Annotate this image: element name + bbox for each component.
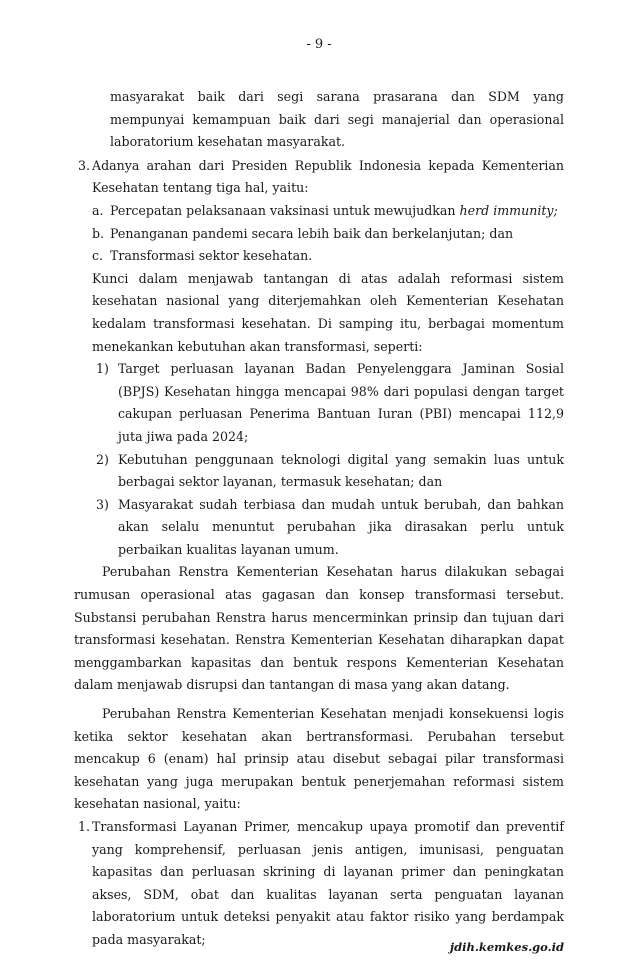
sub-item-c [78, 245, 564, 268]
sub-item-text-plain: Percepatan pelaksanaan vaksinasi untuk mewujudkan [110, 202, 460, 218]
momentum-text: Target perluasan layanan Badan Penyelenggara Jaminan Sosial (BPJS) Kesehatan hingga mencapai 98% dari populasi dengan target cakupan perluasan Penerima Bantuan Iuran (PBI) mencapai 112,9 juta jiwa pada 2024; [118, 361, 564, 444]
momentum-marker: 2) [96, 451, 109, 467]
momentum-marker: 1) [96, 361, 109, 377]
momentum-item-2 [78, 449, 564, 494]
pillar-item-1 [78, 816, 564, 952]
key-paragraph: Kunci dalam menjawab tantangan di atas adalah reformasi sistem kesehatan nasional yang diterjemahkan oleh Kementerian Kesehatan kedalam transformasi kesehatan. Di samping itu, berbagai momentum menekankan kebutuhan akan transformasi, seperti: [92, 270, 564, 354]
sub-item-text-italic: herd immunity; [459, 202, 558, 218]
footer-url: jdih.kemkes.go.id [449, 940, 564, 954]
paragraph-renstra-2: Perubahan Renstra Kementerian Kesehatan menjadi konsekuensi logis ketika sektor kesehatan akan bertransformasi. Perubahan tersebut mencakup 6 (enam) hal prinsip atau disebut sebagai pilar transformasi kesehatan yang juga merupakan bentuk penerjemahan reformasi sistem kesehatan nasional, yaitu: [74, 706, 564, 812]
page-number: - 9 - [306, 37, 332, 52]
sub-item-text: Penanganan pandemi secara lebih baik dan berkelanjutan; dan [110, 225, 514, 241]
momentum-item-3 [78, 494, 564, 562]
momentum-marker: 3) [96, 496, 109, 512]
list-item-3 [78, 155, 564, 200]
pillar-marker: 1. [78, 819, 91, 834]
list-item-text: Adanya arahan dari Presiden Republik Indonesia kepada Kementerian Kesehatan tentang tiga hal, yaitu: [92, 157, 564, 196]
document-body [74, 86, 564, 952]
sub-marker: a. [92, 202, 104, 218]
sub-item-a [78, 200, 564, 223]
sub-item-text [110, 200, 564, 223]
paragraph-renstra-1: Perubahan Renstra Kementerian Kesehatan harus dilakukan sebagai rumusan operasional atas gagasan dan konsep transformasi tersebut. Substansi perubahan Renstra harus mencerminkan prinsip dan tujuan dari transformasi kesehatan. Renstra Kementerian Kesehatan diharapkan dapat menggambarkan kapasitas dan bentuk respons Kementerian Kesehatan dalam menjawab disrupsi dan tantangan di masa yang akan datang. [74, 564, 564, 693]
pillar-text: Transformasi Layanan Primer, mencakup upaya promotif dan preventif yang komprehensif, perluasan jenis antigen, imunisasi, penguatan kapasitas dan perluasan skrining di layanan primer dan peningkatan akses, SDM, obat dan kualitas layanan serta penguatan layanan laboratorium untuk deteksi penyakit atau faktor risiko yang berdampak pada masyarakat; [92, 819, 564, 947]
momentum-item-1 [78, 358, 564, 448]
sub-item-text: Transformasi sektor kesehatan. [110, 248, 313, 264]
sub-marker: c. [92, 248, 104, 264]
list-marker: 3. [78, 157, 91, 173]
intro-continuation-paragraph: masyarakat baik dari segi sarana prasarana dan SDM yang mempunyai kemampuan baik dari segi manajerial dan operasional laboratorium kesehatan masyarakat. [110, 89, 564, 150]
sub-marker: b. [92, 225, 105, 241]
momentum-text: Kebutuhan penggunaan teknologi digital yang semakin luas untuk berbagai sektor layanan, termasuk kesehatan; dan [118, 451, 564, 490]
momentum-text: Masyarakat sudah terbiasa dan mudah untuk berubah, dan bahkan akan selalu menuntut perubahan jika dirasakan perlu untuk perbaikan kualitas layanan umum. [118, 496, 564, 557]
sub-item-b [78, 223, 564, 246]
